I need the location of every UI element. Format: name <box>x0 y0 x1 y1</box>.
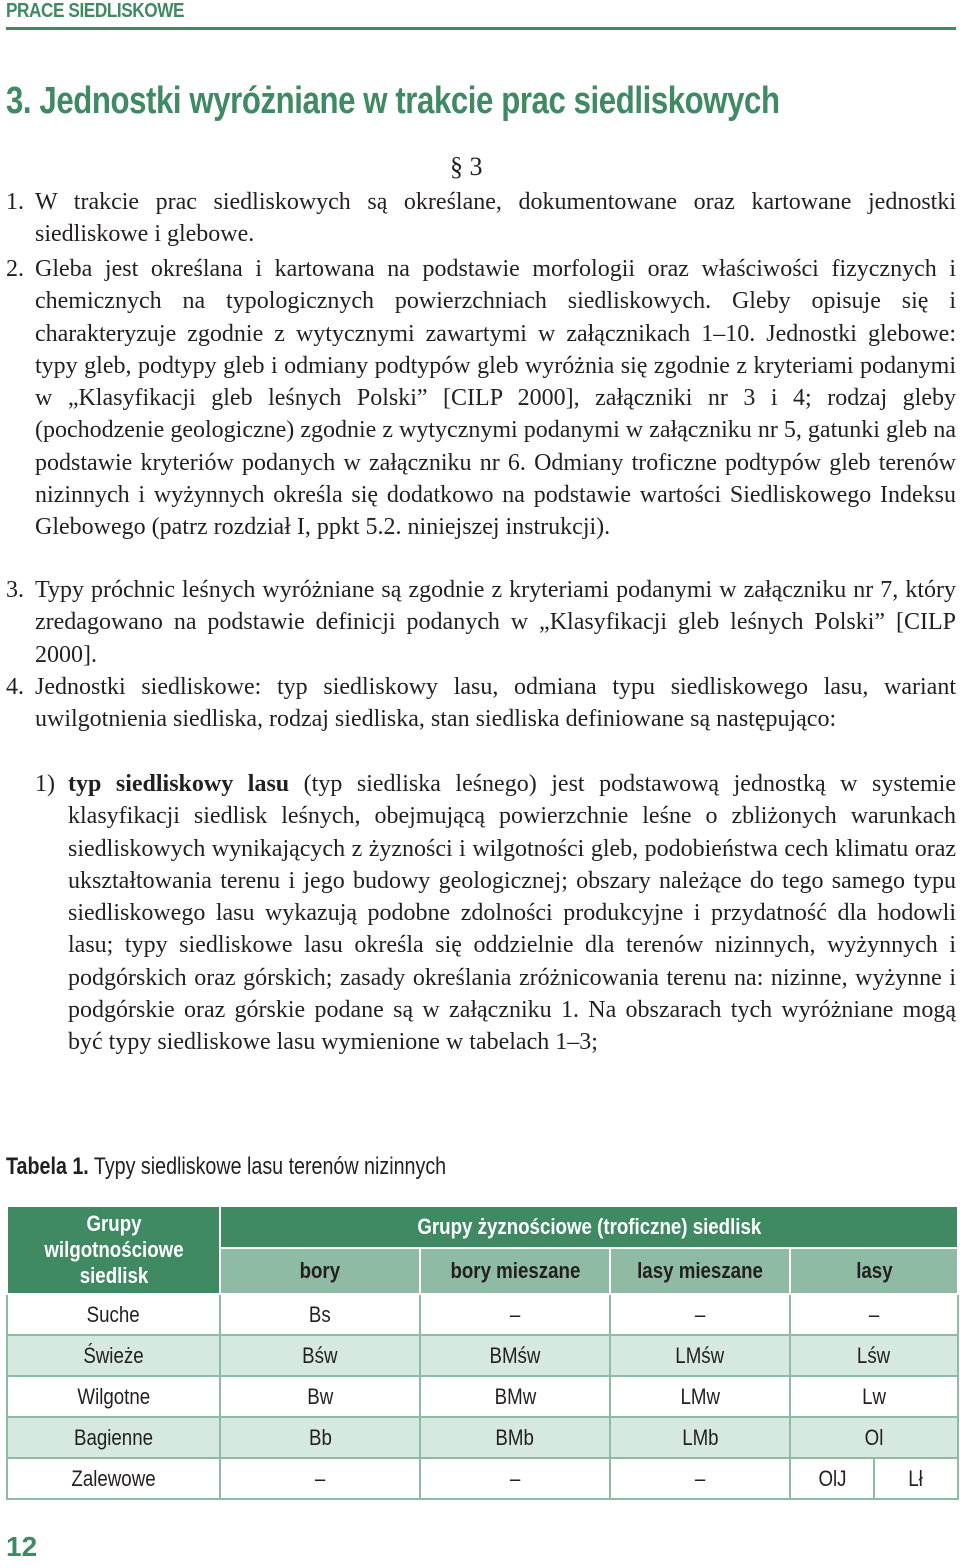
table-cell: Bs <box>220 1294 420 1335</box>
subitem-1 <box>35 768 956 1059</box>
table-cell: – <box>790 1294 958 1335</box>
defined-term: typ siedliskowy lasu <box>68 771 290 797</box>
paragraph-1 <box>6 186 956 251</box>
paragraph-2 <box>6 253 956 544</box>
column-header: bory <box>220 1248 420 1294</box>
column-header: lasy <box>790 1248 958 1294</box>
paragraph-text: W trakcie prac siedliskowych są określane, dokumentowane oraz kartowane jednostki siedliskowe i glebowe. <box>35 189 956 248</box>
table-cell: LMw <box>610 1376 790 1417</box>
chapter-title: 3. Jednostki wyróżniane w trakcie prac siedliskowych <box>6 80 780 122</box>
paragraph-text: Jednostki siedliskowe: typ siedliskowy lasu, odmiana typu siedliskowego lasu, wariant uwilgotnienia siedliska, rodzaj siedliska, stan siedliska definiowane są następująco: <box>35 674 956 733</box>
table-row <box>7 1376 958 1417</box>
table-cell: BMw <box>420 1376 610 1417</box>
table-cell: Lł <box>874 1458 958 1499</box>
row-header-title: Grupy wilgotnościowe siedlisk <box>7 1206 220 1294</box>
table-caption-label: Tabela 1. <box>6 1153 89 1180</box>
section-mark: § 3 <box>450 152 483 181</box>
table-cell: Bśw <box>220 1335 420 1376</box>
table-cell: Lw <box>790 1376 958 1417</box>
table-cell: Bb <box>220 1417 420 1458</box>
paragraph-number: 4. <box>6 674 24 700</box>
table-caption-text: Typy siedliskowe lasu terenów nizinnych <box>88 1153 447 1180</box>
page-number: 12 <box>6 1531 38 1562</box>
table-cell: Lśw <box>790 1335 958 1376</box>
habitat-table <box>6 1205 957 1500</box>
paragraph-text: Gleba jest określana i kartowana na podstawie morfologii oraz właściwości fizycznych i chemicznych na typologicznych powierzchniach siedliskowych. Gleby opisuje się i charakteryzuje zgodnie z wytycznymi zawartymi w załącznikach 1–10. Jednostki glebowe: typy gleb, podtypy gleb i odmiany podtypów gleb wyróżnia się zgodnie z kryteriami podanymi w „Klasyfikacji gleb leśnych Polski” [CILP 2000], załączniki nr 3 i 4; rodzaj gleby (pochodzenie geologiczne) zgodnie z wytycznymi podanymi w załączniku nr 5, gatunki gleb na podstawie kryteriów podanych w załączniku nr 6. Odmiany troficzne podtypów gleb terenów nizinnych i wyżynnych określa się dodatkowo na podstawie wartości Siedliskowego Indeksu Glebowego (patrz rozdział I, ppkt 5.2. niniejszej instrukcji). <box>35 256 956 541</box>
paragraph-3 <box>6 574 956 671</box>
table-row <box>7 1294 958 1335</box>
table-cell: OlJ <box>790 1458 874 1499</box>
table-cell: – <box>610 1458 790 1499</box>
table-cell: Bw <box>220 1376 420 1417</box>
subitem-text <box>68 768 956 1059</box>
paragraph-number: 3. <box>6 577 24 603</box>
paragraph-4 <box>6 671 956 736</box>
table-cell: Ol <box>790 1417 958 1458</box>
paragraph-text: Typy próchnic leśnych wyróżniane są zgodnie z kryteriami podanymi w załączniku nr 7, który zredagowano na podstawie definicji podanych w „Klasyfikacji gleb leśnych Polski” [CILP 2000]. <box>35 577 956 668</box>
table-cell: LMśw <box>610 1335 790 1376</box>
paragraph-number: 2. <box>6 256 24 282</box>
table-row <box>7 1335 958 1376</box>
row-label: Wilgotne <box>7 1376 220 1417</box>
table-cell: – <box>220 1458 420 1499</box>
table-cell: BMb <box>420 1417 610 1458</box>
table-cell: – <box>420 1458 610 1499</box>
row-label: Świeże <box>7 1335 220 1376</box>
table-row <box>7 1417 958 1458</box>
row-label: Zalewowe <box>7 1458 220 1499</box>
column-header: lasy mieszane <box>610 1248 790 1294</box>
definition-text: (typ siedliska leśnego) jest podstawową jednostką w systemie klasyfikacji siedlisk leśnych, obejmującą powierzchnie leśne o zbliżonych warunkach siedliskowych wynikających z żyzności i wilgotności gleb, podobieństwa cech klimatu oraz ukształtowania terenu i jego budowy geologicznej; obszary należące do tego samego typu siedliskowego lasu wykazują podobne zdolności produkcyjne i przydatność dla hodowli lasu; typy siedliskowe lasu określa się oddzielnie dla terenów nizinnych, wyżynnych i podgórskich oraz górskich; zasady określania zróżnicowania terenu na: nizinne, wyżynne i podgórskie oraz górskie podane są w załączniku 1. Na obszarach tych wyróżniane mogą być typy siedliskowe lasu wymienione w tabelach 1–3; <box>68 771 956 1056</box>
paragraph-number: 1. <box>6 189 24 215</box>
running-head: PRACE SIEDLISKOWE <box>6 0 185 22</box>
group-header: Grupy żyznościowe (troficzne) siedlisk <box>220 1206 958 1248</box>
table-caption <box>6 1153 446 1181</box>
row-label: Bagienne <box>7 1417 220 1458</box>
table-row <box>7 1458 958 1499</box>
table-cell: LMb <box>610 1417 790 1458</box>
table-cell: – <box>420 1294 610 1335</box>
column-header: bory mieszane <box>420 1248 610 1294</box>
header-rule <box>6 27 956 30</box>
row-label: Suche <box>7 1294 220 1335</box>
table-cell: – <box>610 1294 790 1335</box>
table-cell: BMśw <box>420 1335 610 1376</box>
subitem-number: 1) <box>35 771 55 797</box>
